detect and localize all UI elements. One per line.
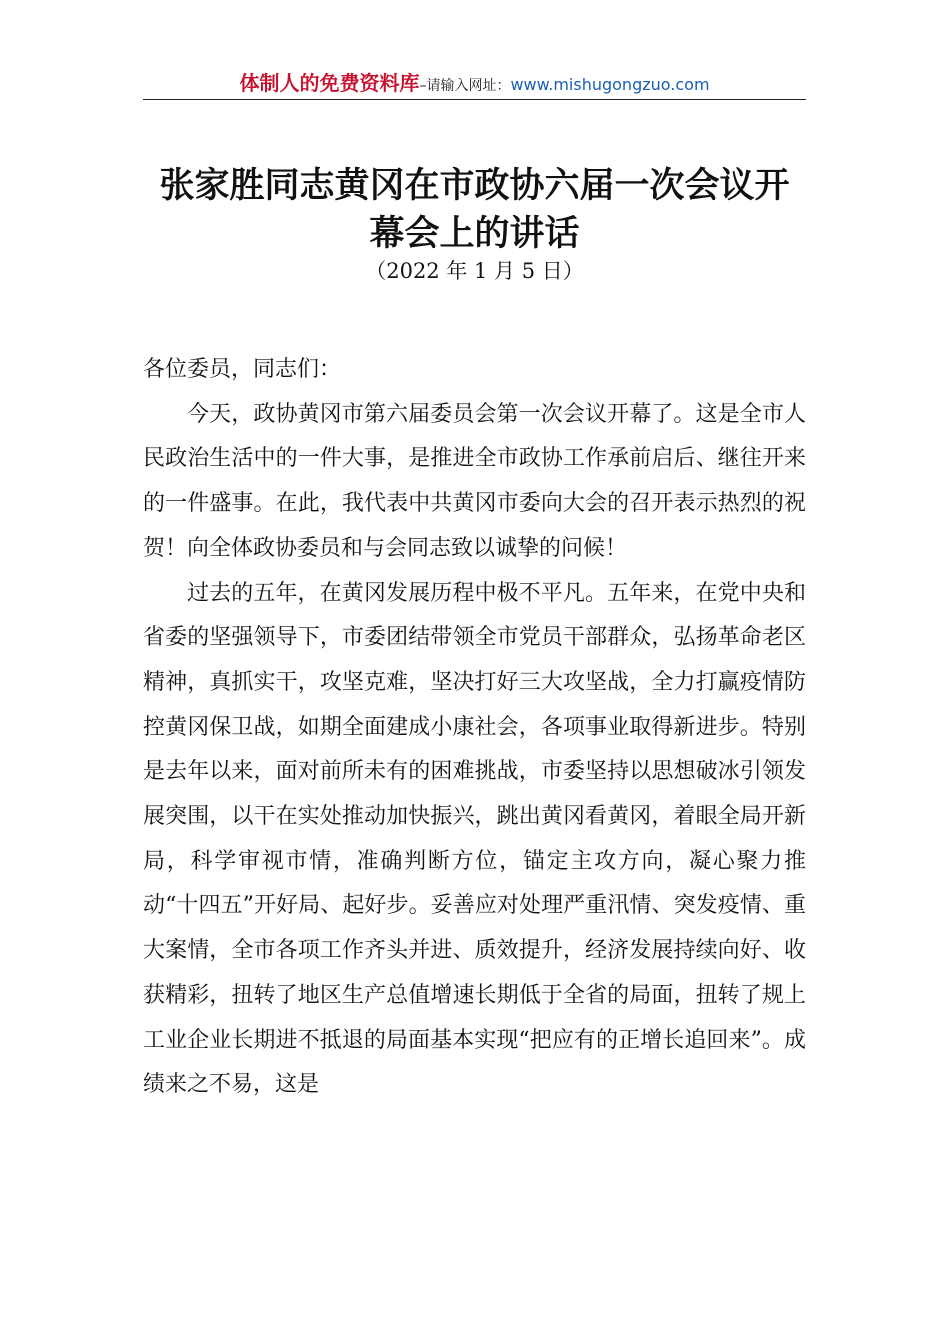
site-banner xyxy=(143,68,806,98)
paragraph-1: 今天，政协黄冈市第六届委员会第一次会议开幕了。这是全市人民政治生活中的一件大事，是推进全市政协工作承前启后、继往开来的一件盛事。在此，我代表中共黄冈市委向大会的召开表示热烈的祝贺！向全体政协委员和与会同志致以诚挚的问候！ xyxy=(143,401,806,561)
site-url-link[interactable]: www.mishugongzuo.com xyxy=(510,75,710,94)
document-body xyxy=(143,348,806,1108)
document-date: （2022 年 1 月 5 日） xyxy=(365,259,584,283)
paragraph-2: 过去的五年，在黄冈发展历程中极不平凡。五年来，在党中央和省委的坚强领导下，市委团结带领全市党员干部群众，弘扬革命老区精神，真抓实干，攻坚克难，坚决打好三大攻坚战，全力打赢疫情防控黄冈保卫战，如期全面建成小康社会，各项事业取得新进步。特别是去年以来，面对前所未有的困难挑战，市委坚持以思想破冰引领发展突围，以干在实处推动加快振兴，跳出黄冈看黄冈，着眼全局开新局，科学审视市情，准确判断方位，锚定主攻方向，凝心聚力推动“十四五”开好局、起好步。妥善应对处理严重汛情、突发疫情、重大案情，全市各项工作齐头并进、质效提升，经济发展持续向好、收获精彩，扭转了地区生产总值增速长期低于全省的局面，扭转了规上工业企业长期进不抵退的局面基本实现“把应有的正增长追回来”。成绩来之不易，这是 xyxy=(143,580,806,1098)
site-prompt: –请输入网址： xyxy=(419,78,511,94)
salutation: 各位委员，同志们： xyxy=(143,357,342,382)
title-line-2: 幕会上的讲话 xyxy=(369,213,580,254)
document-title xyxy=(143,162,806,258)
header-divider xyxy=(143,99,806,100)
site-brand: 体制人的免费资料库 xyxy=(239,71,420,95)
title-line-1: 张家胜同志黄冈在市政协六届一次会议开 xyxy=(159,165,790,206)
